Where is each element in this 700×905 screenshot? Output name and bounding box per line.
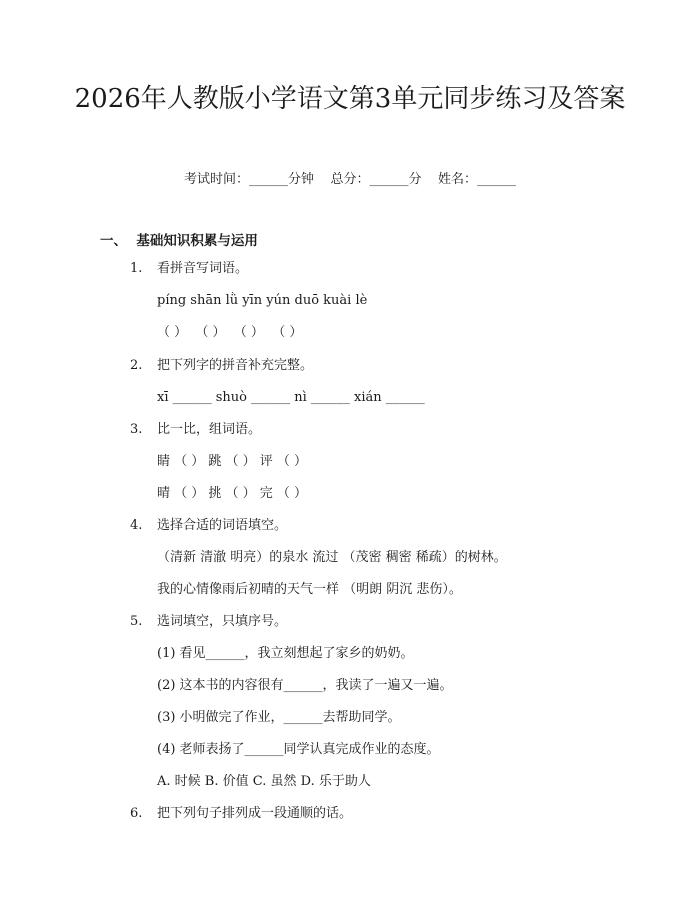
section-heading: 一、 基础知识积累与运用 <box>100 233 258 249</box>
question-text: 把下列句子排列成一段通顺的话。 <box>157 806 353 821</box>
word-compare-line: 睛 （ ） 跳 （ ） 评 （ ） <box>157 454 308 469</box>
question-text: 选择合适的词语填空。 <box>157 518 288 533</box>
fill-item: (3) 小明做完了作业，______去帮助同学。 <box>157 710 401 725</box>
fill-item: (4) 老师表扬了______同学认真完成作业的态度。 <box>157 742 440 757</box>
fill-item: (2) 这本书的内容很有______，我读了一遍又一遍。 <box>157 678 453 693</box>
pinyin-line: píng shān lǜ yīn yún duō kuài lè <box>157 293 368 308</box>
question-text: 把下列字的拼音补充完整。 <box>157 358 314 373</box>
question-text: 看拼音写词语。 <box>157 261 249 276</box>
word-compare-line: 晴 （ ） 挑 （ ） 完 （ ） <box>157 486 308 501</box>
exam-info: 考试时间：______分钟 总分：______分 姓名：______ <box>183 172 517 187</box>
question-number: 4. <box>130 518 143 533</box>
question-text: 选词填空，只填序号。 <box>157 614 288 629</box>
options-line: A. 时候 B. 价值 C. 虽然 D. 乐于助人 <box>157 774 371 789</box>
question-number: 3. <box>130 422 143 437</box>
page-title: 2026年人教版小学语文第3单元同步练习及答案 <box>74 84 626 114</box>
question-text: 比一比，组词语。 <box>157 422 262 437</box>
question-number: 2. <box>130 358 143 373</box>
fill-choice-line: （清新 清澈 明亮）的泉水 流过 （茂密 稠密 稀疏）的树林。 <box>157 550 507 565</box>
question-number: 1. <box>130 261 143 276</box>
answer-blanks: （ ） （ ） （ ） （ ） <box>157 325 303 340</box>
fill-item: (1) 看见______，我立刻想起了家乡的奶奶。 <box>157 646 414 661</box>
question-number: 5. <box>130 614 143 629</box>
fill-choice-line: 我的心情像雨后初晴的天气一样 （明朗 阴沉 悲伤）。 <box>157 582 462 597</box>
pinyin-blanks-line: xī ______ shuò ______ nì ______ xián ______ <box>157 390 425 405</box>
question-number: 6. <box>130 806 143 821</box>
